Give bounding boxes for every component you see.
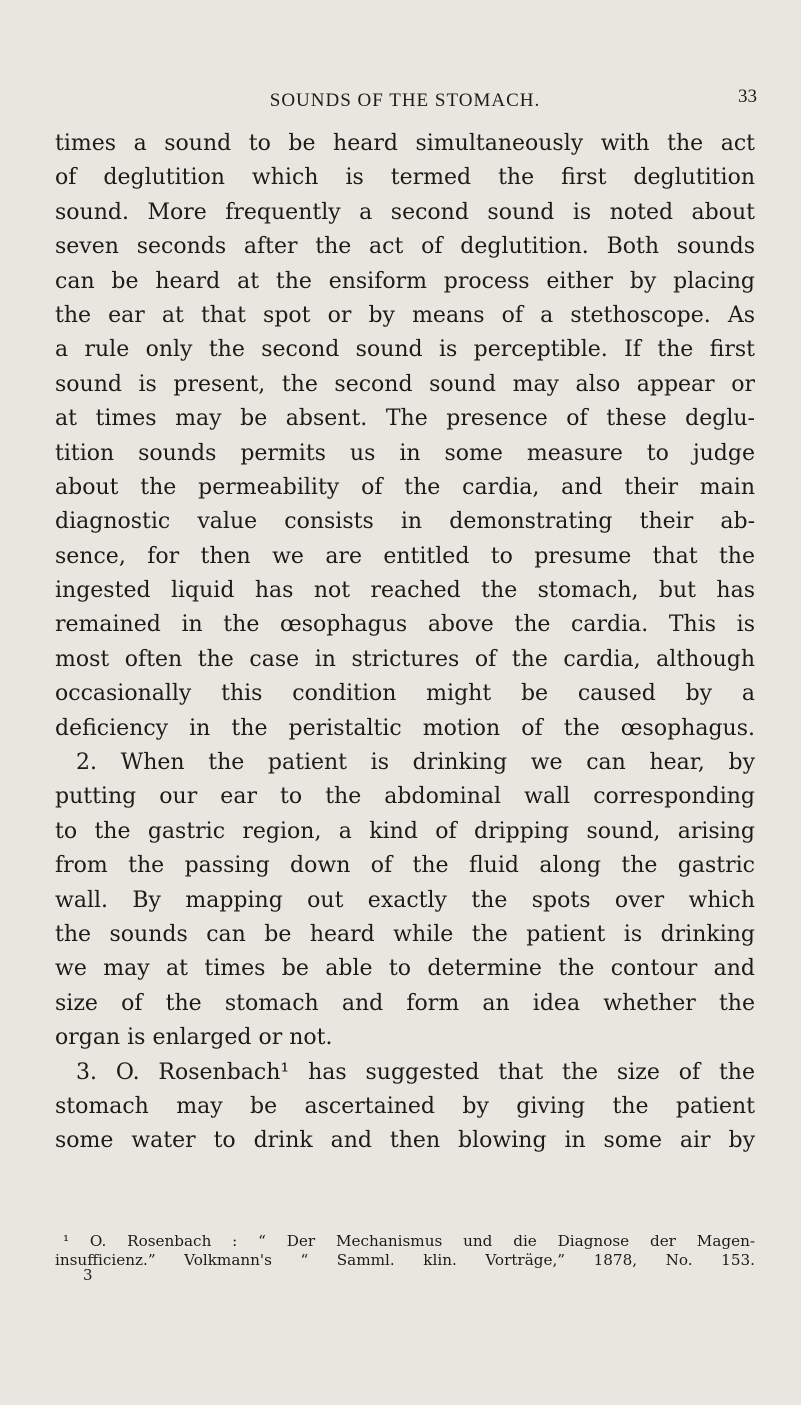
text-line: ingested liquid has not reached the stomach, but has [55, 578, 755, 604]
footnote-line: insufficienz.” Volkmann's “ Samml. klin. Vorträge,” 1878, No. 153. [55, 1251, 755, 1269]
text-line: organ is enlarged or not. [55, 1025, 333, 1051]
running-title: SOUNDS OF THE STOMACH. [269, 90, 541, 111]
text-line: some water to drink and then blowing in some air by [55, 1128, 755, 1154]
text-line: sound is present, the second sound may also appear or [55, 371, 755, 397]
text-line: the sounds can be heard while the patient is drinking [55, 921, 755, 947]
body-text [55, 127, 755, 1159]
text-line: size of the stomach and form an idea whether the [55, 990, 755, 1016]
text-line: wall. By mapping out exactly the spots over which [55, 887, 755, 913]
text-line: deficiency in the peristaltic motion of the œsophagus. [55, 715, 755, 741]
text-line: 2. When the patient is drinking we can hear, by [76, 750, 755, 776]
text-line: 3. O. Rosenbach¹ has suggested that the size of the [76, 1059, 755, 1085]
text-line: a rule only the second sound is perceptible. If the first [55, 337, 755, 363]
text-line: of deglutition which is termed the first deglutition [55, 165, 755, 191]
page-number: 33 [738, 86, 757, 107]
text-line: about the permeability of the cardia, and their main [55, 474, 755, 500]
text-line: sence, for then we are entitled to presume that the [55, 543, 755, 569]
text-line: most often the case in strictures of the cardia, although [55, 646, 755, 672]
text-line: seven seconds after the act of deglutition. Both sounds [55, 234, 755, 260]
text-line: at times may be absent. The presence of these deglu- [55, 406, 755, 432]
text-line: from the passing down of the fluid along the gastric [55, 853, 755, 879]
footnote-line: ¹ O. Rosenbach : “ Der Mechanismus und die Diagnose der Magen- [63, 1232, 755, 1250]
text-line: we may at times be able to determine the contour and [55, 956, 755, 982]
text-line: occasionally this condition might be caused by a [55, 681, 755, 707]
text-line: remained in the œsophagus above the cardia. This is [55, 612, 755, 638]
text-line: to the gastric region, a kind of dripping sound, arising [55, 818, 755, 844]
text-line: the ear at that spot or by means of a stethoscope. As [55, 302, 755, 328]
text-line: stomach may be ascertained by giving the patient [55, 1093, 755, 1119]
text-line: can be heard at the ensiform process either by placing [55, 268, 755, 294]
signature-mark: 3 [83, 1266, 93, 1284]
footnote [55, 1232, 755, 1270]
running-head [55, 86, 757, 116]
text-line: tition sounds permits us in some measure to judge [55, 440, 755, 466]
text-line: sound. More frequently a second sound is noted about [55, 199, 755, 225]
text-line: diagnostic value consists in demonstrating their ab- [55, 509, 755, 535]
text-line: putting our ear to the abdominal wall corresponding [55, 784, 755, 810]
text-line: times a sound to be heard simultaneously with the act [55, 131, 755, 156]
